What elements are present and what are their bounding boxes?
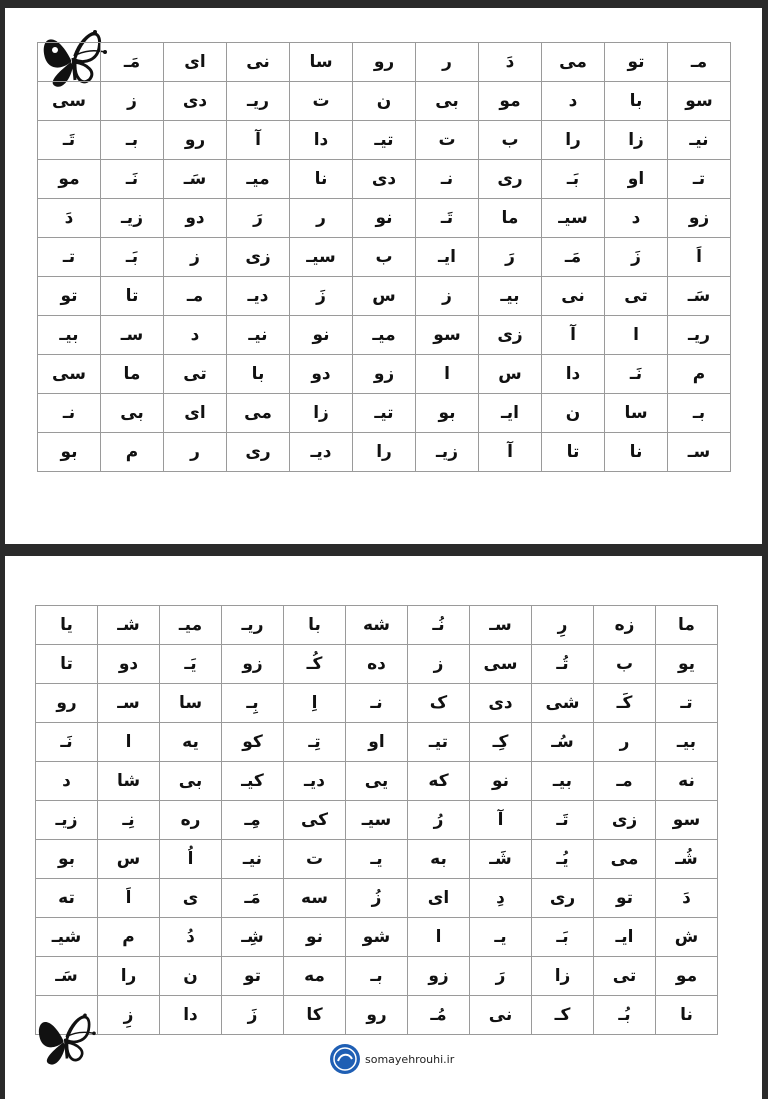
grid-cell: بَـ — [532, 918, 594, 957]
grid-cell: زی — [594, 801, 656, 840]
grid-cell: رو — [164, 121, 227, 160]
grid-cell: بی — [160, 762, 222, 801]
grid-cell: بو — [38, 433, 101, 472]
grid-row — [36, 918, 718, 957]
grid-cell: نو — [470, 762, 532, 801]
grid-cell: شه — [346, 606, 408, 645]
grid-cell: کَـ — [594, 684, 656, 723]
grid-row — [38, 43, 731, 82]
worksheet-page-1 — [5, 8, 762, 544]
grid-cell: مَـ — [222, 879, 284, 918]
grid-cell: ز — [101, 82, 164, 121]
grid-cell: یـ — [346, 840, 408, 879]
grid-cell: رُ — [408, 801, 470, 840]
grid-cell: نُـ — [408, 606, 470, 645]
grid-cell: ک — [408, 684, 470, 723]
grid-row — [36, 879, 718, 918]
grid-cell: بِـ — [222, 684, 284, 723]
grid-cell: تـ — [38, 238, 101, 277]
grid-cell: نیـ — [222, 840, 284, 879]
grid-cell: نی — [227, 43, 290, 82]
grid-cell: بُـ — [594, 996, 656, 1035]
grid-row — [36, 996, 718, 1035]
grid-cell: شو — [346, 918, 408, 957]
grid-cell: سیـ — [346, 801, 408, 840]
grid-cell: دُ — [160, 918, 222, 957]
grid-cell: ریـ — [222, 606, 284, 645]
grid-cell: زَ — [290, 277, 353, 316]
grid-cell: تَـ — [532, 801, 594, 840]
grid-cell: تو — [38, 277, 101, 316]
grid-cell: مـ — [594, 762, 656, 801]
grid-cell: س — [479, 355, 542, 394]
grid-cell: اَ — [668, 238, 731, 277]
grid-cell: زُ — [346, 879, 408, 918]
grid-cell: تی — [594, 957, 656, 996]
grid-cell: مُـ — [408, 996, 470, 1035]
grid-cell: ریـ — [668, 316, 731, 355]
grid-cell: نیـ — [668, 121, 731, 160]
grid-cell: زو — [353, 355, 416, 394]
grid-row — [38, 316, 731, 355]
grid-cell: یو — [656, 645, 718, 684]
grid-cell: نـ — [416, 160, 479, 199]
grid-cell: یی — [346, 762, 408, 801]
grid-cell: ما — [101, 355, 164, 394]
grid-cell: مـ — [164, 277, 227, 316]
grid-cell: را — [98, 957, 160, 996]
grid-cell: تو — [594, 879, 656, 918]
grid-cell: نو — [353, 199, 416, 238]
grid-row — [38, 355, 731, 394]
grid-cell: دیـ — [284, 762, 346, 801]
grid-cell: تُـ — [532, 645, 594, 684]
grid-cell: ب — [353, 238, 416, 277]
grid-cell: س — [98, 840, 160, 879]
grid-cell: تیـ — [353, 121, 416, 160]
grid-cell: دیـ — [290, 433, 353, 472]
grid-cell: سا — [290, 43, 353, 82]
grid-row — [38, 277, 731, 316]
grid-cell: یُـ — [532, 840, 594, 879]
grid-row — [38, 433, 731, 472]
grid-cell: ت — [290, 82, 353, 121]
grid-cell: می — [227, 394, 290, 433]
grid-cell: ری — [532, 879, 594, 918]
grid-row — [36, 645, 718, 684]
grid-cell: دی — [470, 684, 532, 723]
grid-cell: ن — [353, 82, 416, 121]
grid-cell: رَ — [479, 238, 542, 277]
grid-cell: تا — [101, 277, 164, 316]
grid-cell: سَـ — [668, 277, 731, 316]
grid-cell: زا — [532, 957, 594, 996]
butterfly-icon — [31, 1003, 103, 1069]
grid-cell: رَ — [470, 957, 532, 996]
grid-cell: مَـ — [542, 238, 605, 277]
grid-cell: نی — [470, 996, 532, 1035]
grid-cell: مو — [479, 82, 542, 121]
grid-cell: زیـ — [416, 433, 479, 472]
grid-cell: سی — [38, 82, 101, 121]
grid-cell: سو — [656, 801, 718, 840]
grid-cell: ر — [594, 723, 656, 762]
grid-cell: بـ — [668, 394, 731, 433]
syllable-grid-1 — [37, 42, 731, 472]
grid-cell: به — [408, 840, 470, 879]
grid-cell: نا — [290, 160, 353, 199]
grid-row — [36, 606, 718, 645]
grid-cell: سیـ — [290, 238, 353, 277]
grid-cell: ما — [479, 199, 542, 238]
grid-cell: سو — [668, 82, 731, 121]
grid-cell: زیـ — [36, 801, 98, 840]
grid-cell: تا — [542, 433, 605, 472]
grid-cell: ری — [479, 160, 542, 199]
grid-cell: ز — [408, 645, 470, 684]
grid-cell: ای — [164, 394, 227, 433]
grid-cell: ا — [416, 355, 479, 394]
grid-cell: ن — [160, 957, 222, 996]
grid-row — [36, 684, 718, 723]
grid-cell: سَـ — [36, 957, 98, 996]
grid-cell: با — [605, 82, 668, 121]
grid-cell: رو — [36, 684, 98, 723]
grid-cell: نه — [656, 762, 718, 801]
grid-cell: را — [353, 433, 416, 472]
grid-cell: کی — [284, 801, 346, 840]
grid-cell: بَـ — [542, 160, 605, 199]
grid-cell: بیـ — [38, 316, 101, 355]
grid-cell: سا — [605, 394, 668, 433]
grid-row — [36, 762, 718, 801]
grid-cell: بی — [416, 82, 479, 121]
grid-cell: بیـ — [656, 723, 718, 762]
grid-cell: ر — [290, 199, 353, 238]
grid-cell: سـ — [470, 606, 532, 645]
grid-cell: بیـ — [479, 277, 542, 316]
grid-cell: بـ — [101, 121, 164, 160]
grid-cell: سیـ — [542, 199, 605, 238]
grid-cell: سُـ — [532, 723, 594, 762]
grid-cell: ب — [594, 645, 656, 684]
syllable-grid-2 — [35, 605, 718, 1035]
grid-cell: دو — [290, 355, 353, 394]
grid-cell: زیـ — [101, 199, 164, 238]
grid-cell: زِ — [98, 996, 160, 1035]
grid-row — [36, 723, 718, 762]
grid-cell: د — [36, 762, 98, 801]
site-logo-icon — [329, 1043, 361, 1075]
grid-cell: دیـ — [227, 277, 290, 316]
grid-cell: زو — [222, 645, 284, 684]
grid-cell: دی — [164, 82, 227, 121]
grid-cell: تیـ — [408, 723, 470, 762]
grid-cell: سی — [38, 355, 101, 394]
grid-cell: تو — [605, 43, 668, 82]
grid-cell: بَـ — [101, 238, 164, 277]
grid-cell: تـ — [656, 684, 718, 723]
grid-cell: با — [227, 355, 290, 394]
grid-cell: دَ — [38, 199, 101, 238]
grid-cell: نا — [656, 996, 718, 1035]
grid-cell: آ — [542, 316, 605, 355]
grid-cell: تِـ — [284, 723, 346, 762]
grid-cell: دا — [160, 996, 222, 1035]
grid-cell: میـ — [227, 160, 290, 199]
grid-cell: را — [542, 121, 605, 160]
grid-cell: تـ — [668, 160, 731, 199]
grid-cell: ای — [164, 43, 227, 82]
grid-cell: زی — [479, 316, 542, 355]
grid-row — [38, 199, 731, 238]
grid-cell: سَـ — [164, 160, 227, 199]
grid-row — [38, 82, 731, 121]
grid-cell: زا — [605, 121, 668, 160]
grid-cell: نـ — [346, 684, 408, 723]
grid-cell: دو — [164, 199, 227, 238]
grid-cell: تَـ — [38, 121, 101, 160]
grid-cell: می — [594, 840, 656, 879]
grid-cell: رو — [346, 996, 408, 1035]
grid-cell: که — [408, 762, 470, 801]
grid-cell: دَ — [479, 43, 542, 82]
grid-cell: یـ — [470, 918, 532, 957]
grid-cell: دو — [98, 645, 160, 684]
grid-cell: شی — [532, 684, 594, 723]
grid-cell: شِـ — [222, 918, 284, 957]
grid-cell: اَ — [98, 879, 160, 918]
grid-cell: نَـ — [101, 160, 164, 199]
grid-cell: نو — [290, 316, 353, 355]
grid-cell: تا — [36, 645, 98, 684]
grid-cell: بو — [36, 840, 98, 879]
grid-cell: ایـ — [479, 394, 542, 433]
grid-cell: دی — [353, 160, 416, 199]
grid-cell: کِـ — [470, 723, 532, 762]
grid-cell: مَـ — [101, 43, 164, 82]
grid-cell: نَـ — [36, 723, 98, 762]
grid-cell: ب — [479, 121, 542, 160]
grid-cell: نِـ — [98, 801, 160, 840]
grid-row — [36, 801, 718, 840]
grid-cell: میـ — [160, 606, 222, 645]
grid-cell: بـ — [346, 957, 408, 996]
grid-cell: ن — [542, 394, 605, 433]
grid-cell: شـ — [98, 606, 160, 645]
grid-cell: س — [353, 277, 416, 316]
grid-cell: ت — [284, 840, 346, 879]
grid-cell: بی — [101, 394, 164, 433]
grid-cell: م — [98, 918, 160, 957]
grid-cell: زَ — [605, 238, 668, 277]
grid-cell: ت — [416, 121, 479, 160]
grid-cell: شَـ — [470, 840, 532, 879]
grid-cell: ز — [164, 238, 227, 277]
grid-cell: سا — [160, 684, 222, 723]
grid-cell: دَ — [656, 879, 718, 918]
grid-cell: ره — [160, 801, 222, 840]
grid-cell: د — [605, 199, 668, 238]
grid-cell: نـ — [38, 394, 101, 433]
grid-cell: ا — [605, 316, 668, 355]
grid-cell: ر — [416, 43, 479, 82]
grid-cell: زی — [227, 238, 290, 277]
grid-cell: یَـ — [160, 645, 222, 684]
grid-cell: تو — [222, 957, 284, 996]
grid-cell: کیـ — [222, 762, 284, 801]
grid-cell: نی — [542, 277, 605, 316]
grid-cell: کُـ — [284, 645, 346, 684]
grid-cell: ریـ — [227, 82, 290, 121]
grid-cell: تی — [605, 277, 668, 316]
grid-cell: اِ — [284, 684, 346, 723]
grid-cell: دا — [290, 121, 353, 160]
website-url: somayehrouhi.ir — [365, 1053, 455, 1066]
grid-cell: مه — [284, 957, 346, 996]
worksheet-page-2 — [5, 556, 762, 1099]
grid-cell: شُـ — [656, 840, 718, 879]
grid-cell: سه — [284, 879, 346, 918]
grid-cell: زو — [668, 199, 731, 238]
grid-cell: ش — [656, 918, 718, 957]
grid-row — [36, 957, 718, 996]
grid-cell: دا — [542, 355, 605, 394]
grid-cell: شیـ — [36, 918, 98, 957]
grid-cell: میـ — [353, 316, 416, 355]
grid-cell: زو — [408, 957, 470, 996]
grid-cell: اُ — [160, 840, 222, 879]
grid-cell: تَـ — [416, 199, 479, 238]
grid-cell: م — [101, 433, 164, 472]
grid-cell: ته — [36, 879, 98, 918]
grid-cell: او — [346, 723, 408, 762]
grid-cell: تی — [164, 355, 227, 394]
grid-cell: ر — [164, 433, 227, 472]
grid-cell: می — [542, 43, 605, 82]
grid-cell: کو — [222, 723, 284, 762]
grid-row — [38, 160, 731, 199]
grid-cell: رَ — [227, 199, 290, 238]
grid-cell: م — [668, 355, 731, 394]
grid-cell: سـ — [668, 433, 731, 472]
grid-cell: زَ — [222, 996, 284, 1035]
grid-cell: دِ — [470, 879, 532, 918]
grid-cell: زا — [290, 394, 353, 433]
grid-cell: ایـ — [594, 918, 656, 957]
grid-cell: آ — [227, 121, 290, 160]
grid-cell: د — [542, 82, 605, 121]
grid-cell: ز — [416, 277, 479, 316]
grid-cell: ا — [98, 723, 160, 762]
grid-cell: سـ — [101, 316, 164, 355]
grid-cell: سی — [470, 645, 532, 684]
grid-cell: آ — [470, 801, 532, 840]
grid-row — [38, 121, 731, 160]
grid-cell: رو — [353, 43, 416, 82]
grid-cell: یا — [36, 606, 98, 645]
grid-cell: نَـ — [605, 355, 668, 394]
grid-cell: ای — [408, 879, 470, 918]
grid-cell: بو — [416, 394, 479, 433]
grid-cell: رِ — [532, 606, 594, 645]
grid-cell: مو — [656, 957, 718, 996]
grid-cell: ما — [656, 606, 718, 645]
grid-cell: کا — [284, 996, 346, 1035]
grid-cell: نیـ — [227, 316, 290, 355]
grid-cell: نا — [605, 433, 668, 472]
grid-cell: ایـ — [416, 238, 479, 277]
grid-cell: نو — [284, 918, 346, 957]
grid-cell: آ — [479, 433, 542, 472]
grid-cell: بیـ — [532, 762, 594, 801]
grid-cell: ی — [160, 879, 222, 918]
grid-cell: ده — [346, 645, 408, 684]
grid-cell: سـ — [98, 684, 160, 723]
grid-cell: زه — [594, 606, 656, 645]
grid-cell: ا — [408, 918, 470, 957]
grid-cell: ری — [227, 433, 290, 472]
grid-cell: مو — [38, 160, 101, 199]
grid-cell: او — [605, 160, 668, 199]
grid-row — [36, 840, 718, 879]
grid-row — [38, 238, 731, 277]
grid-cell: کـ — [532, 996, 594, 1035]
grid-cell: سو — [416, 316, 479, 355]
grid-cell: با — [284, 606, 346, 645]
grid-cell: مـ — [668, 43, 731, 82]
grid-cell: شا — [98, 762, 160, 801]
grid-cell: تیـ — [353, 394, 416, 433]
grid-row — [38, 394, 731, 433]
grid-cell: د — [164, 316, 227, 355]
grid-cell: یه — [160, 723, 222, 762]
grid-cell: مِـ — [222, 801, 284, 840]
